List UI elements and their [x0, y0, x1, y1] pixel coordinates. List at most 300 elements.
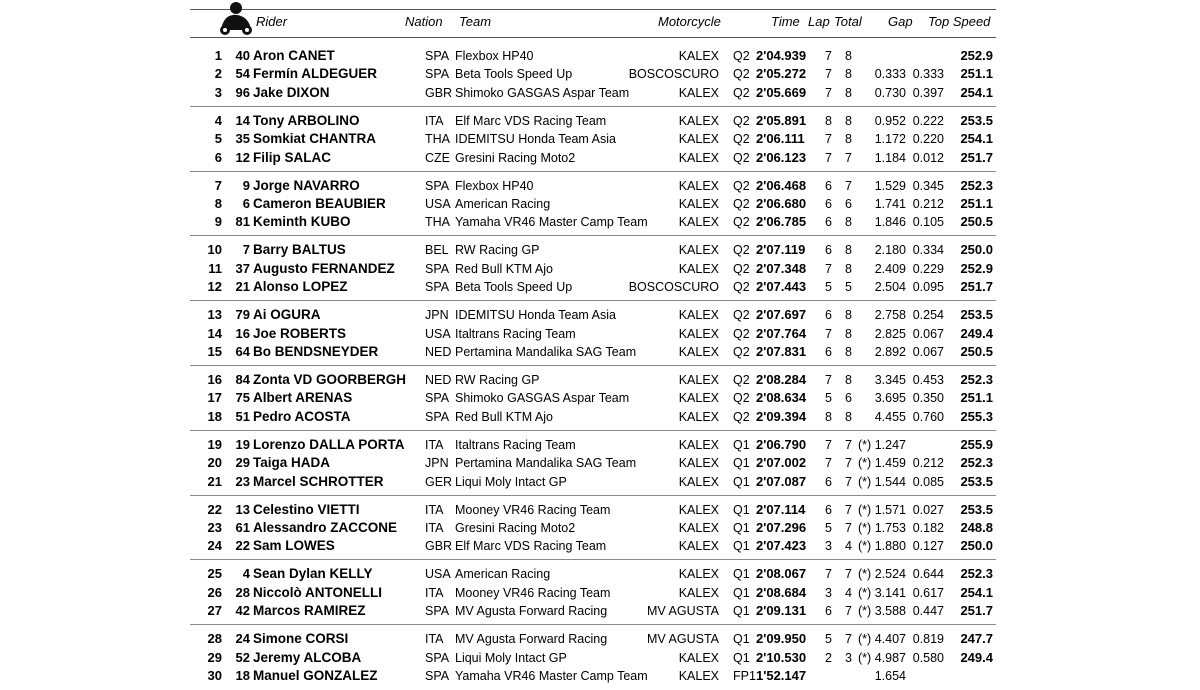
- table-row: [0, 501, 1200, 519]
- lap-time-cell: 2'06.468: [756, 178, 807, 193]
- top-speed-cell: 254.1: [960, 85, 993, 100]
- session-cell: Q2: [733, 49, 750, 63]
- lap-time-cell: 2'06.680: [756, 196, 807, 211]
- rider-name-cell: Niccolò ANTONELLI: [253, 585, 383, 600]
- lap-cell: 7: [825, 67, 832, 81]
- total-laps-cell: 7: [845, 567, 852, 581]
- rider-number-cell: 40: [235, 48, 250, 63]
- table-row: [0, 112, 1200, 130]
- table-row: [0, 84, 1200, 102]
- gap-to-previous-cell: 0.350: [912, 391, 944, 405]
- lap-time-cell: 2'10.530: [756, 650, 807, 665]
- group-separator: [190, 300, 996, 301]
- header-top-rule: [190, 9, 996, 10]
- motorcycle-cell: KALEX: [678, 49, 719, 63]
- session-cell: Q1: [733, 456, 750, 470]
- gap-to-first-cell: 4.407: [874, 632, 906, 646]
- rider-number-cell: 19: [235, 437, 250, 452]
- team-cell: MV Agusta Forward Racing: [455, 632, 608, 646]
- session-cell: Q2: [733, 243, 750, 257]
- rider-number-cell: 96: [235, 85, 250, 100]
- table-row: [0, 371, 1200, 389]
- nation-cell: ITA: [425, 632, 444, 646]
- session-cell: FP1: [733, 669, 756, 683]
- session-cell: Q1: [733, 503, 750, 517]
- motorcycle-cell: KALEX: [678, 132, 719, 146]
- nation-cell: USA: [425, 197, 451, 211]
- team-cell: Elf Marc VDS Racing Team: [455, 539, 607, 553]
- total-laps-cell: 8: [845, 67, 852, 81]
- lap-time-cell: 2'07.697: [756, 307, 807, 322]
- position-cell: 7: [214, 178, 222, 193]
- total-laps-cell: 8: [845, 410, 852, 424]
- motorcycle-cell: KALEX: [678, 521, 719, 535]
- lap-time-cell: 2'07.114: [756, 502, 806, 517]
- nation-cell: GBR: [425, 539, 453, 553]
- nation-cell: SPA: [425, 604, 450, 618]
- nation-cell: ITA: [425, 438, 444, 452]
- top-speed-cell: 249.4: [960, 650, 993, 665]
- lap-cell: 3: [825, 539, 832, 553]
- motorcycle-cell: KALEX: [678, 151, 719, 165]
- lap-time-cell: 2'08.284: [756, 372, 807, 387]
- session-cell: Q1: [733, 521, 750, 535]
- team-cell: Liqui Moly Intact GP: [455, 651, 567, 665]
- table-row: [0, 473, 1200, 491]
- position-cell: 18: [207, 409, 222, 424]
- team-cell: Italtrans Racing Team: [455, 438, 576, 452]
- q1-mark-cell: (*): [858, 567, 872, 581]
- team-cell: IDEMITSU Honda Team Asia: [455, 132, 616, 146]
- position-cell: 29: [207, 650, 222, 665]
- nation-cell: SPA: [425, 262, 450, 276]
- team-cell: American Racing: [455, 197, 551, 211]
- rider-name-cell: Sean Dylan KELLY: [253, 566, 373, 581]
- gap-to-first-cell: 0.333: [874, 67, 906, 81]
- motorcycle-cell: MV AGUSTA: [646, 632, 719, 646]
- position-cell: 8: [214, 196, 222, 211]
- position-cell: 23: [207, 520, 222, 535]
- team-cell: American Racing: [455, 567, 551, 581]
- gap-to-first-cell: 3.345: [874, 373, 906, 387]
- position-cell: 6: [214, 150, 222, 165]
- rider-name-cell: Keminth KUBO: [253, 214, 351, 229]
- nation-cell: JPN: [425, 308, 449, 322]
- rider-number-cell: 16: [235, 326, 250, 341]
- session-cell: Q2: [733, 345, 750, 359]
- session-cell: Q2: [733, 410, 750, 424]
- header-bottom-rule: [190, 37, 996, 38]
- rider-number-cell: 64: [235, 344, 250, 359]
- top-speed-cell: 253.5: [960, 307, 993, 322]
- nation-cell: ITA: [425, 114, 444, 128]
- total-laps-cell: 5: [845, 280, 852, 294]
- lap-cell: 7: [825, 327, 832, 341]
- top-speed-cell: 251.1: [960, 66, 993, 81]
- rider-name-cell: Simone CORSI: [253, 631, 349, 646]
- team-cell: Flexbox HP40: [455, 49, 534, 63]
- team-cell: Red Bull KTM Ajo: [455, 262, 553, 276]
- top-speed-cell: 251.7: [960, 150, 993, 165]
- top-speed-cell: 250.5: [960, 214, 993, 229]
- rider-name-cell: Cameron BEAUBIER: [253, 196, 386, 211]
- header-top-speed: Top Speed: [928, 14, 991, 29]
- total-laps-cell: 8: [845, 114, 852, 128]
- lap-cell: 6: [825, 243, 832, 257]
- motorcycle-cell: KALEX: [678, 86, 719, 100]
- gap-to-previous-cell: 0.229: [912, 262, 944, 276]
- rider-number-cell: 21: [235, 279, 250, 294]
- table-row: [0, 260, 1200, 278]
- rider-number-cell: 23: [235, 474, 250, 489]
- motorcycle-cell: KALEX: [678, 215, 719, 229]
- gap-to-previous-cell: 0.254: [912, 308, 944, 322]
- q1-mark-cell: (*): [858, 475, 872, 489]
- rider-number-cell: 51: [235, 409, 250, 424]
- motorcycle-cell: KALEX: [678, 456, 719, 470]
- header-time: Time: [771, 14, 800, 29]
- motorcycle-cell: KALEX: [678, 669, 719, 683]
- top-speed-cell: 255.9: [960, 437, 993, 452]
- rider-name-cell: Pedro ACOSTA: [253, 409, 351, 424]
- total-laps-cell: 7: [845, 179, 852, 193]
- gap-to-first-cell: 2.892: [874, 345, 906, 359]
- q1-mark-cell: (*): [858, 521, 872, 535]
- rider-name-cell: Ai OGURA: [253, 307, 321, 322]
- lap-time-cell: 2'07.087: [756, 474, 807, 489]
- team-cell: RW Racing GP: [455, 243, 540, 257]
- top-speed-cell: 249.4: [960, 326, 993, 341]
- position-cell: 5: [214, 131, 222, 146]
- position-cell: 30: [207, 668, 222, 683]
- rider-name-cell: Jake DIXON: [253, 85, 330, 100]
- motorcycle-cell: KALEX: [678, 503, 719, 517]
- nation-cell: THA: [425, 215, 450, 229]
- top-speed-cell: 254.1: [960, 131, 993, 146]
- gap-to-previous-cell: 0.819: [912, 632, 944, 646]
- gap-to-previous-cell: 0.085: [912, 475, 944, 489]
- top-speed-cell: 252.3: [960, 372, 993, 387]
- rider-name-cell: Somkiat CHANTRA: [253, 131, 377, 146]
- table-row: [0, 149, 1200, 167]
- session-cell: Q2: [733, 114, 750, 128]
- team-cell: Shimoko GASGAS Aspar Team: [455, 86, 630, 100]
- motorcycle-cell: KALEX: [678, 197, 719, 211]
- gap-to-first-cell: 1.544: [874, 475, 906, 489]
- lap-time-cell: 2'04.939: [756, 48, 807, 63]
- lap-time-cell: 2'05.669: [756, 85, 807, 100]
- gap-to-previous-cell: 0.453: [912, 373, 944, 387]
- q1-mark-cell: (*): [858, 586, 872, 600]
- nation-cell: SPA: [425, 410, 450, 424]
- lap-cell: 7: [825, 262, 832, 276]
- session-cell: Q1: [733, 475, 750, 489]
- gap-to-previous-cell: 0.067: [912, 345, 944, 359]
- session-cell: Q2: [733, 197, 750, 211]
- total-laps-cell: 6: [845, 197, 852, 211]
- nation-cell: SPA: [425, 669, 450, 683]
- total-laps-cell: 8: [845, 86, 852, 100]
- gap-to-first-cell: 1.529: [874, 179, 906, 193]
- lap-time-cell: 2'08.684: [756, 585, 807, 600]
- position-cell: 4: [214, 113, 222, 128]
- rider-number-cell: 18: [235, 668, 250, 683]
- rider-name-cell: Bo BENDSNEYDER: [253, 344, 379, 359]
- position-cell: 24: [207, 538, 222, 553]
- lap-time-cell: 2'07.002: [756, 455, 807, 470]
- rider-number-cell: 81: [235, 214, 250, 229]
- total-laps-cell: 7: [845, 604, 852, 618]
- team-cell: Mooney VR46 Racing Team: [455, 586, 611, 600]
- nation-cell: USA: [425, 567, 451, 581]
- nation-cell: SPA: [425, 49, 450, 63]
- rider-number-cell: 12: [235, 150, 250, 165]
- lap-cell: 2: [825, 651, 832, 665]
- rider-number-cell: 84: [235, 372, 250, 387]
- rider-name-cell: Lorenzo DALLA PORTA: [253, 437, 405, 452]
- team-cell: Italtrans Racing Team: [455, 327, 576, 341]
- rider-number-cell: 9: [242, 178, 250, 193]
- total-laps-cell: 8: [845, 49, 852, 63]
- nation-cell: SPA: [425, 179, 450, 193]
- table-row: [0, 408, 1200, 426]
- nation-cell: CZE: [425, 151, 450, 165]
- lap-time-cell: 2'08.067: [756, 566, 807, 581]
- top-speed-cell: 251.7: [960, 603, 993, 618]
- rider-name-cell: Fermín ALDEGUER: [253, 66, 378, 81]
- motorcycle-cell: MV AGUSTA: [646, 604, 719, 618]
- team-cell: Gresini Racing Moto2: [455, 521, 576, 535]
- gap-to-first-cell: 1.753: [874, 521, 906, 535]
- group-separator: [190, 171, 996, 172]
- nation-cell: SPA: [425, 67, 450, 81]
- team-cell: Mooney VR46 Racing Team: [455, 503, 611, 517]
- session-cell: Q2: [733, 327, 750, 341]
- position-cell: 14: [207, 326, 222, 341]
- total-laps-cell: 8: [845, 262, 852, 276]
- position-cell: 27: [207, 603, 222, 618]
- header-motorcycle: Motorcycle: [658, 14, 721, 29]
- position-cell: 12: [207, 279, 222, 294]
- top-speed-cell: 250.5: [960, 344, 993, 359]
- top-speed-cell: 252.9: [960, 261, 993, 276]
- rider-name-cell: Aron CANET: [253, 48, 335, 63]
- rider-number-cell: 28: [235, 585, 250, 600]
- lap-cell: 8: [825, 410, 832, 424]
- motorcycle-cell: KALEX: [678, 651, 719, 665]
- motorcycle-cell: KALEX: [678, 327, 719, 341]
- rider-number-cell: 14: [235, 113, 250, 128]
- rider-number-cell: 35: [235, 131, 250, 146]
- session-cell: Q2: [733, 215, 750, 229]
- gap-to-previous-cell: 0.127: [912, 539, 944, 553]
- position-cell: 21: [207, 474, 222, 489]
- lap-time-cell: 1'52.147: [756, 668, 807, 683]
- team-cell: Shimoko GASGAS Aspar Team: [455, 391, 630, 405]
- q1-mark-cell: (*): [858, 539, 872, 553]
- rider-name-cell: Albert ARENAS: [253, 390, 353, 405]
- table-row: [0, 325, 1200, 343]
- total-laps-cell: 8: [845, 243, 852, 257]
- table-row: [0, 47, 1200, 65]
- team-cell: Flexbox HP40: [455, 179, 534, 193]
- session-cell: Q1: [733, 586, 750, 600]
- rider-name-cell: Tony ARBOLINO: [253, 113, 360, 128]
- total-laps-cell: 8: [845, 132, 852, 146]
- nation-cell: SPA: [425, 391, 450, 405]
- gap-to-previous-cell: 0.027: [912, 503, 944, 517]
- total-laps-cell: 3: [845, 651, 852, 665]
- position-cell: 19: [207, 437, 222, 452]
- group-separator: [190, 495, 996, 496]
- motorcycle-cell: KALEX: [678, 243, 719, 257]
- lap-time-cell: 2'09.394: [756, 409, 807, 424]
- nation-cell: USA: [425, 327, 451, 341]
- nation-cell: NED: [425, 345, 452, 359]
- rider-number-cell: 7: [242, 242, 250, 257]
- nation-cell: THA: [425, 132, 450, 146]
- rider-name-cell: Jorge NAVARRO: [253, 178, 360, 193]
- table-row: [0, 130, 1200, 148]
- rider-name-cell: Jeremy ALCOBA: [253, 650, 362, 665]
- gap-to-previous-cell: 0.760: [912, 410, 944, 424]
- header-nation: Nation: [405, 14, 443, 29]
- gap-to-previous-cell: 0.345: [912, 179, 944, 193]
- lap-time-cell: 2'07.423: [756, 538, 807, 553]
- top-speed-cell: 252.9: [960, 48, 993, 63]
- position-cell: 9: [214, 214, 222, 229]
- motorcycle-cell: KALEX: [678, 345, 719, 359]
- rider-number-cell: 29: [235, 455, 250, 470]
- gap-to-first-cell: 3.695: [874, 391, 906, 405]
- header-gap: Gap: [888, 14, 913, 29]
- table-row: [0, 306, 1200, 324]
- rider-name-cell: Filip SALAC: [253, 150, 331, 165]
- total-laps-cell: 7: [845, 521, 852, 535]
- top-speed-cell: 253.5: [960, 474, 993, 489]
- table-row: [0, 213, 1200, 231]
- position-cell: 20: [207, 455, 222, 470]
- lap-cell: 5: [825, 521, 832, 535]
- team-cell: Gresini Racing Moto2: [455, 151, 576, 165]
- session-cell: Q2: [733, 67, 750, 81]
- gap-to-first-cell: 1.571: [874, 503, 906, 517]
- gap-to-previous-cell: 0.067: [912, 327, 944, 341]
- session-cell: Q2: [733, 280, 750, 294]
- rider-name-cell: Manuel GONZALEZ: [253, 668, 378, 683]
- lap-time-cell: 2'07.296: [756, 520, 807, 535]
- gap-to-previous-cell: 0.644: [912, 567, 944, 581]
- lap-cell: 7: [825, 86, 832, 100]
- table-row: [0, 343, 1200, 361]
- rider-number-cell: 4: [242, 566, 250, 581]
- rider-name-cell: Alonso LOPEZ: [253, 279, 348, 294]
- rider-number-cell: 61: [235, 520, 250, 535]
- lap-cell: 7: [825, 373, 832, 387]
- team-cell: Beta Tools Speed Up: [455, 67, 573, 81]
- gap-to-first-cell: 4.455: [874, 410, 906, 424]
- session-cell: Q2: [733, 151, 750, 165]
- lap-time-cell: 2'05.272: [756, 66, 807, 81]
- gap-to-previous-cell: 0.182: [912, 521, 944, 535]
- table-row: [0, 537, 1200, 555]
- q1-mark-cell: (*): [858, 438, 872, 452]
- lap-cell: 6: [825, 197, 832, 211]
- nation-cell: ITA: [425, 503, 444, 517]
- team-cell: Beta Tools Speed Up: [455, 280, 573, 294]
- gap-to-previous-cell: 0.012: [912, 151, 944, 165]
- lap-time-cell: 2'08.634: [756, 390, 807, 405]
- lap-cell: 7: [825, 151, 832, 165]
- lap-cell: 7: [825, 456, 832, 470]
- gap-to-previous-cell: 0.212: [912, 456, 944, 470]
- total-laps-cell: 7: [845, 151, 852, 165]
- total-laps-cell: 4: [845, 586, 852, 600]
- position-cell: 13: [207, 307, 222, 322]
- gap-to-first-cell: 2.409: [874, 262, 906, 276]
- lap-cell: 5: [825, 391, 832, 405]
- team-cell: IDEMITSU Honda Team Asia: [455, 308, 616, 322]
- nation-cell: JPN: [425, 456, 449, 470]
- top-speed-cell: 251.7: [960, 279, 993, 294]
- gap-to-previous-cell: 0.220: [912, 132, 944, 146]
- session-cell: Q2: [733, 86, 750, 100]
- top-speed-cell: 250.0: [960, 242, 993, 257]
- rider-name-cell: Alessandro ZACCONE: [253, 520, 398, 535]
- gap-to-first-cell: 0.952: [874, 114, 906, 128]
- session-cell: Q2: [733, 308, 750, 322]
- lap-cell: 6: [825, 475, 832, 489]
- total-laps-cell: 7: [845, 503, 852, 517]
- header-lap: Lap: [808, 14, 830, 29]
- gap-to-first-cell: 2.758: [874, 308, 906, 322]
- rider-name-cell: Sam LOWES: [253, 538, 335, 553]
- rider-name-cell: Joe ROBERTS: [253, 326, 347, 341]
- position-cell: 17: [207, 390, 222, 405]
- position-cell: 2: [214, 66, 222, 81]
- top-speed-cell: 251.1: [960, 390, 993, 405]
- gap-to-first-cell: 1.654: [874, 669, 906, 683]
- gap-to-previous-cell: 0.333: [912, 67, 944, 81]
- nation-cell: GBR: [425, 86, 453, 100]
- table-row: [0, 602, 1200, 620]
- table-row: [0, 278, 1200, 296]
- table-row: [0, 649, 1200, 667]
- position-cell: 22: [207, 502, 222, 517]
- gap-to-previous-cell: 0.617: [912, 586, 944, 600]
- position-cell: 3: [214, 85, 222, 100]
- lap-time-cell: 2'06.111: [756, 131, 805, 146]
- top-speed-cell: 251.1: [960, 196, 993, 211]
- group-separator: [190, 559, 996, 560]
- gap-to-first-cell: 1.459: [874, 456, 906, 470]
- gap-to-previous-cell: 0.334: [912, 243, 944, 257]
- q1-mark-cell: (*): [858, 651, 872, 665]
- group-separator: [190, 624, 996, 625]
- team-cell: Red Bull KTM Ajo: [455, 410, 553, 424]
- table-row: [0, 667, 1200, 685]
- top-speed-cell: 248.8: [960, 520, 993, 535]
- motorcycle-cell: BOSCOSCURO: [628, 280, 719, 294]
- rider-name-cell: Celestino VIETTI: [253, 502, 360, 517]
- gap-to-first-cell: 1.846: [874, 215, 906, 229]
- lap-cell: 7: [825, 132, 832, 146]
- total-laps-cell: 8: [845, 308, 852, 322]
- lap-cell: 6: [825, 179, 832, 193]
- nation-cell: SPA: [425, 280, 450, 294]
- top-speed-cell: 253.5: [960, 113, 993, 128]
- session-cell: Q1: [733, 632, 750, 646]
